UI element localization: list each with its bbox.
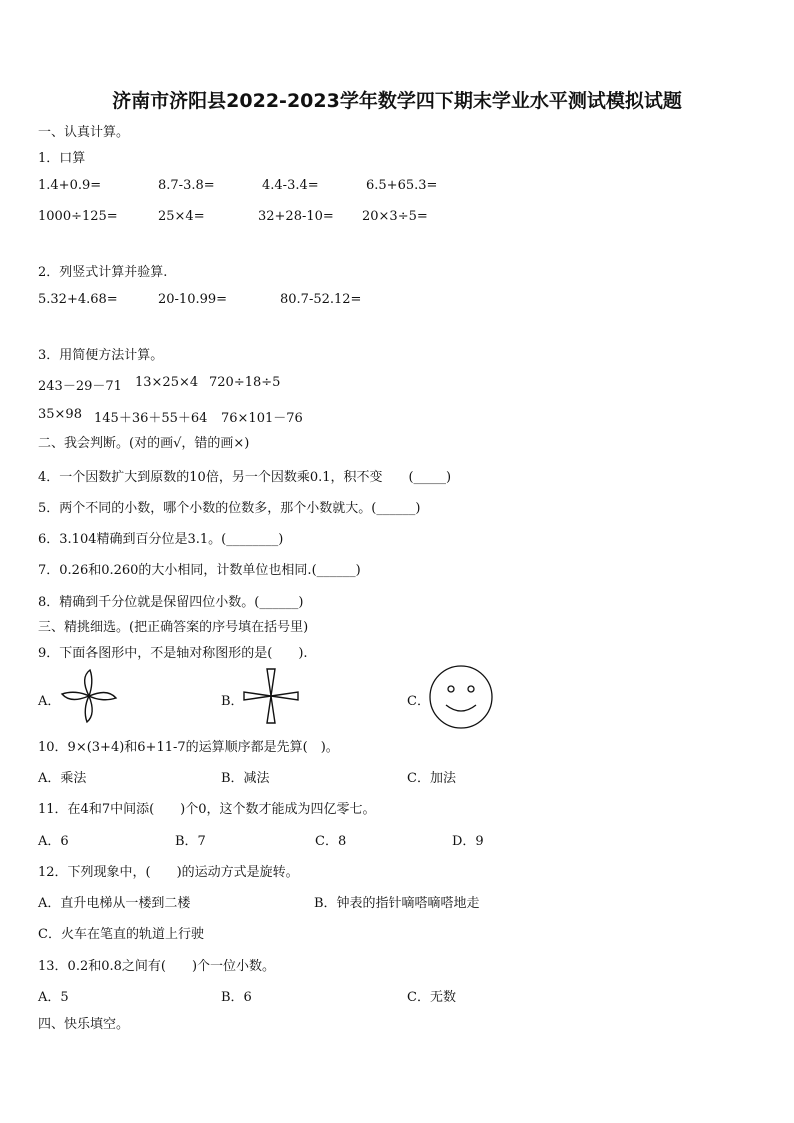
q13-option-c: C．无数	[407, 990, 456, 1005]
q12-option-c: C．火车在笔直的轨道上行驶	[38, 927, 204, 942]
q3-item-1: 243－29－71	[38, 379, 122, 394]
q9-option-b-label: B．	[221, 694, 244, 709]
section-3-heading: 三、精挑细选。(把正确答案的序号填在括号里)	[38, 620, 309, 635]
q7: 7．0.26和0.260的大小相同，计数单位也相同.(______)	[38, 563, 361, 578]
q12-stem: 12．下列现象中，( )的运动方式是旋转。	[38, 865, 299, 880]
q1-item-7: 32+28-10=	[258, 209, 334, 224]
q9-option-c-label: C．	[407, 694, 430, 709]
q3-item-5: 145＋36＋55＋64	[94, 411, 208, 426]
q1-item-5: 1000÷125=	[38, 209, 118, 224]
q1-item-2: 8.7-3.8=	[158, 178, 215, 193]
q1-item-6: 25×4=	[158, 209, 205, 224]
section-2-heading: 二、我会判断。(对的画√，错的画×)	[38, 436, 250, 451]
q2-label: 2．列竖式计算并验算.	[38, 265, 168, 280]
pinwheel-figure	[60, 668, 118, 724]
q6: 6．3.104精确到百分位是3.1。(________)	[38, 532, 284, 547]
q12-option-a: A．直升电梯从一楼到二楼	[38, 896, 191, 911]
q13-option-a: A．5	[38, 990, 69, 1005]
q1-item-1: 1.4+0.9=	[38, 178, 102, 193]
q3-item-3: 720÷18÷5	[209, 375, 281, 390]
q13-stem: 13．0.2和0.8之间有( )个一位小数。	[38, 959, 276, 974]
q3-item-2: 13×25×4	[135, 375, 199, 390]
q5: 5．两个不同的小数，哪个小数的位数多，那个小数就大。(______)	[38, 501, 421, 516]
q9-stem: 9．下面各图形中，不是轴对称图形的是( ).	[38, 646, 308, 661]
q2-item-1: 5.32+4.68=	[38, 292, 118, 307]
q4: 4．一个因数扩大到原数的10倍，另一个因数乘0.1，积不变 (_____)	[38, 470, 452, 485]
q1-item-4: 6.5+65.3=	[366, 178, 438, 193]
smiley-face-figure	[428, 664, 494, 730]
q13-option-b: B．6	[221, 990, 252, 1005]
cross-figure	[242, 667, 300, 725]
q10-stem: 10．9×(3+4)和6+11-7的运算顺序都是先算( )。	[38, 740, 339, 755]
q3-item-6: 76×101－76	[221, 411, 303, 426]
q9-option-a-label: A．	[38, 694, 61, 709]
q2-item-2: 20-10.99=	[158, 292, 228, 307]
q2-item-3: 80.7-52.12=	[280, 292, 362, 307]
q3-label: 3．用简便方法计算。	[38, 348, 164, 363]
q12-option-b: B．钟表的指针嘀嗒嘀嗒地走	[314, 896, 480, 911]
q8: 8．精确到千分位就是保留四位小数。(______)	[38, 595, 304, 610]
q10-option-a: A．乘法	[38, 771, 87, 786]
section-4-heading: 四、快乐填空。	[38, 1017, 130, 1032]
q3-item-4: 35×98	[38, 407, 82, 422]
q11-stem: 11．在4和7中间添( )个0，这个数才能成为四亿零七。	[38, 802, 376, 817]
q1-item-8: 20×3÷5=	[362, 209, 428, 224]
q11-option-c: C．8	[315, 834, 347, 849]
q1-item-3: 4.4-3.4=	[262, 178, 319, 193]
q10-option-c: C．加法	[407, 771, 456, 786]
q11-option-d: D．9	[452, 834, 484, 849]
q10-option-b: B．减法	[221, 771, 270, 786]
q11-option-a: A．6	[38, 834, 69, 849]
q1-label: 1．口算	[38, 151, 86, 166]
q11-option-b: B．7	[175, 834, 206, 849]
section-1-heading: 一、认真计算。	[38, 125, 130, 140]
page-title: 济南市济阳县2022-2023学年数学四下期末学业水平测试模拟试题	[112, 90, 682, 112]
